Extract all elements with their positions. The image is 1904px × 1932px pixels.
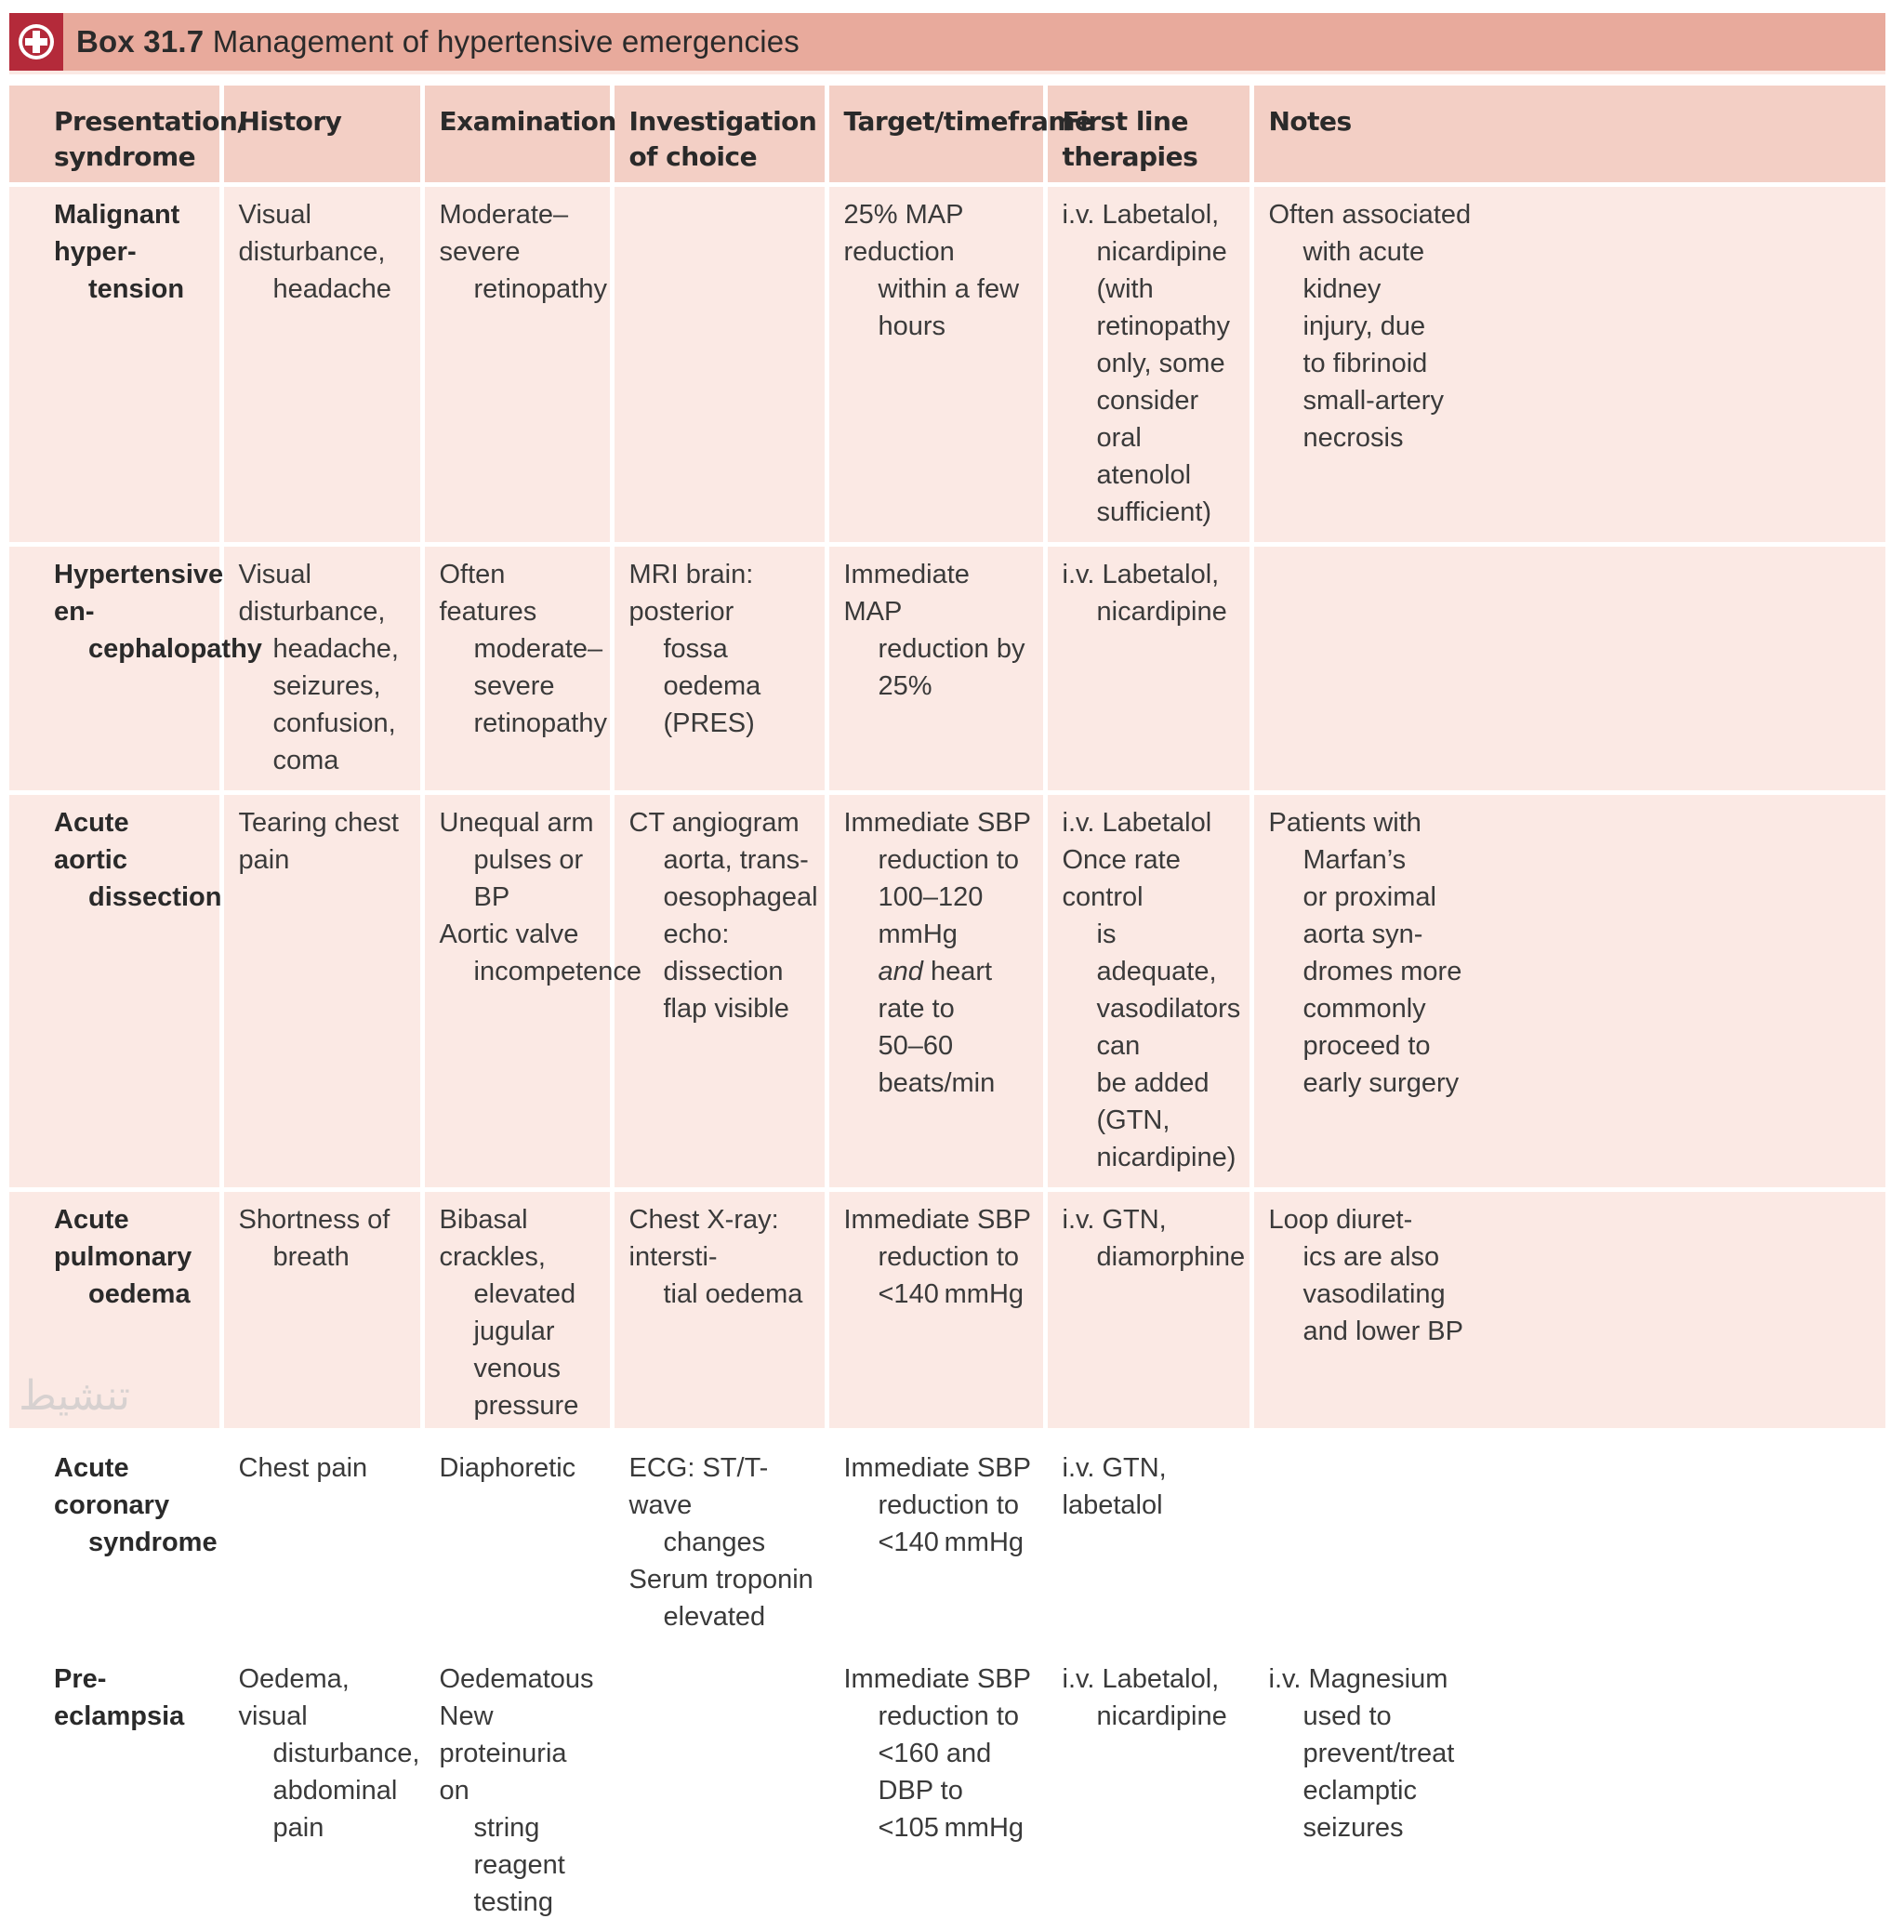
table-cell-therapies [1045, 1437, 1251, 1648]
cell-line: i.v. GTN, labetalol [1062, 1452, 1167, 1520]
table-cell-notes [1251, 1648, 1885, 1932]
cell-line: i.v. GTN, [1062, 1204, 1167, 1235]
table-cell-target [826, 1437, 1045, 1648]
cell-line: CT angiogram [628, 807, 800, 838]
cell-line: Visual disturbance, [238, 199, 386, 267]
table-cell-investigation [612, 1648, 826, 1932]
cell-line: vasodilators can [1096, 993, 1241, 1061]
cell-line: commonly [1302, 993, 1426, 1024]
cell-line: nicardipine [1096, 596, 1227, 627]
cell-line: MRI brain: posterior [628, 559, 754, 627]
cell-line: prevent/treat [1302, 1738, 1455, 1768]
table-cell-target [826, 184, 1045, 544]
table-cell-investigation [612, 792, 826, 1189]
cell-line: 50–60 beats/min [878, 1030, 996, 1098]
table-cell-therapies [1045, 1648, 1251, 1932]
cell-line: Immediate SBP [843, 1204, 1031, 1235]
cell-line: ics are also [1302, 1241, 1440, 1272]
cell-line: Often features [439, 559, 537, 627]
cell-line: reduction to [878, 844, 1020, 875]
watermark: تنشيط [19, 1372, 130, 1420]
cell-line: pulses or BP [473, 844, 584, 912]
cell-line: reduction to [878, 1700, 1020, 1731]
title-divider [9, 74, 1885, 86]
cell-line: elevated [663, 1601, 766, 1632]
cell-line: aorta syn- [1302, 919, 1423, 949]
cell-line: i.v. Labetalol, [1062, 1663, 1220, 1694]
cell-line: Aortic valve [439, 919, 579, 949]
cell-line: Acute coronary [54, 1452, 170, 1520]
table-cell-therapies [1045, 792, 1251, 1189]
cell-line: i.v. Magnesium [1268, 1663, 1448, 1694]
cell-line: vasodilating [1302, 1278, 1446, 1309]
column-header: Target/timeframe [826, 86, 1045, 184]
table-cell-presentation [9, 184, 221, 544]
cell-line: abdominal pain [272, 1775, 398, 1843]
cell-line: (with retinopathy [1096, 273, 1230, 341]
column-header: Notes [1268, 106, 1352, 137]
table-header-row [9, 86, 1885, 184]
cell-line: disturbance, [272, 1738, 420, 1768]
cell-line: kidney [1302, 273, 1382, 304]
cell-line: flap visible [663, 993, 789, 1024]
table-cell-examination [422, 184, 612, 544]
cell-line: Immediate MAP [843, 559, 970, 627]
cell-line: proceed to [1302, 1030, 1431, 1061]
cell-line: nicardipine) [1096, 1142, 1236, 1172]
cell-line: testing [473, 1886, 553, 1917]
box-title [76, 24, 800, 60]
cell-line: changes [663, 1527, 766, 1557]
cell-line: small-artery [1302, 385, 1444, 416]
cell-line: pressure [473, 1390, 579, 1421]
medical-cross-icon [9, 13, 63, 71]
cell-line: atenolol sufficient) [1096, 459, 1212, 527]
column-header-line: syndrome [54, 141, 196, 172]
cell-line: reduction to [878, 1241, 1020, 1272]
table-cell-target [826, 1189, 1045, 1437]
column-header [9, 86, 247, 184]
cell-line: i.v. Labetalol, [1062, 199, 1220, 230]
cell-line: Once rate control [1062, 844, 1181, 912]
cell-line: Chest pain [238, 1452, 368, 1483]
cell-line: Oedema, visual [238, 1663, 350, 1731]
cell-line: Loop diuret- [1268, 1204, 1413, 1235]
cell-line: <140 mmHg [878, 1278, 1025, 1309]
cell-line: 100–120 mmHg [878, 881, 989, 949]
table-cell-examination [422, 1648, 612, 1932]
table-cell-examination [422, 544, 612, 792]
cell-line: (PRES) [663, 708, 755, 738]
table-row [9, 1648, 1885, 1932]
cell-line: or proximal [1302, 881, 1436, 912]
cell-line: confusion, coma [272, 708, 396, 775]
table-cell-history [221, 184, 422, 544]
cell-line: <140 mmHg [878, 1527, 1025, 1557]
cell-line: dromes more [1302, 956, 1462, 986]
column-header-line: Presentation/ [54, 106, 247, 137]
table-cell-notes [1251, 544, 1885, 792]
cell-line: Shortness of [238, 1204, 390, 1235]
cell-line: necrosis [1302, 422, 1404, 453]
cell-line: 25% MAP reduction [843, 199, 963, 267]
table-cell-target [826, 544, 1045, 792]
cell-line: Hypertensive en- [54, 559, 224, 627]
cell-line: tension [88, 273, 185, 304]
table-row [9, 792, 1885, 1189]
cell-line: Immediate SBP [843, 1452, 1031, 1483]
cell-line: i.v. Labetalol, [1062, 559, 1220, 589]
cell-line: syndrome [88, 1527, 218, 1557]
cell-line: Serum troponin [628, 1564, 813, 1595]
hypertensive-emergencies-box [9, 13, 1885, 1917]
cell-line: tial oedema [663, 1278, 803, 1309]
table-cell-notes [1251, 1189, 1885, 1437]
cell-line: oedema [88, 1278, 191, 1309]
table-cell-notes [1251, 184, 1885, 544]
cell-line: Tearing chest pain [238, 807, 399, 875]
cell-line: nicardipine [1096, 1700, 1227, 1731]
cell-line: and lower BP [1302, 1316, 1463, 1346]
cell-line: retinopathy [473, 708, 607, 738]
table-cell-therapies [1045, 544, 1251, 792]
table-row [9, 184, 1885, 544]
table-cell-target [826, 792, 1045, 1189]
table-cell-presentation [9, 544, 262, 792]
cell-line: dissection [88, 881, 222, 912]
cell-line: <105 mmHg [878, 1812, 1025, 1843]
column-header: History [221, 86, 422, 184]
table-cell-examination [422, 1437, 612, 1648]
cell-line: retinopathy [473, 273, 607, 304]
column-header: First line therapies [1045, 86, 1251, 184]
cell-line: aorta, trans- [663, 844, 809, 875]
table-cell-presentation [9, 1437, 221, 1648]
table-cell-examination [422, 792, 642, 1189]
table-cell-presentation [9, 792, 221, 1189]
table-cell-history [221, 1189, 422, 1437]
cell-line: Unequal arm [439, 807, 594, 838]
cell-line: Moderate–severe [439, 199, 569, 267]
cell-line: reduction by 25% [878, 633, 1025, 701]
cell-line: Immediate SBP [843, 807, 1031, 838]
cell-line: Pre-eclampsia [54, 1663, 185, 1731]
table-cell-history [221, 544, 422, 792]
table-cell-presentation [9, 1648, 221, 1932]
box-title-text: Management of hypertensive emergencies [212, 24, 800, 59]
cell-line: seizures, [272, 670, 381, 701]
cell-line: fossa oedema [663, 633, 761, 701]
cell-line: Visual disturbance, [238, 559, 386, 627]
cell-line: headache [272, 273, 391, 304]
cell-line: Malignant hyper- [54, 199, 180, 267]
cell-line: headache, [272, 633, 399, 664]
cell-line: to fibrinoid [1302, 348, 1428, 378]
box-title-bar [9, 13, 1885, 71]
cell-line: elevated [473, 1278, 576, 1309]
table-cell-target [826, 1648, 1045, 1932]
table-cell-therapies [1045, 1189, 1251, 1437]
box-number: Box 31.7 [76, 24, 205, 59]
column-header: Examination [422, 86, 612, 184]
cell-line: be added (GTN, [1096, 1067, 1210, 1135]
cell-line: and heart rate to [878, 956, 993, 1024]
cell-line: severe [473, 670, 555, 701]
table-cell-history [221, 1648, 422, 1932]
cell-line: within a few hours [878, 273, 1020, 341]
cell-line: Often associated [1268, 199, 1472, 230]
table-cell-examination [422, 1189, 612, 1437]
table-cell-investigation [612, 1437, 826, 1648]
cell-line: Marfan’s [1302, 844, 1407, 875]
table-body [9, 184, 1885, 1932]
cell-line: string reagent [473, 1812, 565, 1880]
cell-line: nicardipine [1096, 236, 1227, 267]
cell-line: moderate– [473, 633, 603, 664]
cell-line: i.v. Labetalol [1062, 807, 1212, 838]
table-cell-investigation [612, 1189, 826, 1437]
cell-line: echo: dissection [663, 919, 784, 986]
cell-line: Diaphoretic [439, 1452, 576, 1483]
table-cell-investigation [612, 544, 826, 792]
cell-line: only, some [1096, 348, 1225, 378]
table-cell-notes [1251, 1437, 1885, 1648]
cell-line: incompetence [473, 956, 642, 986]
cell-line: cephalopathy [88, 633, 262, 664]
cell-line: used to [1302, 1700, 1392, 1731]
cell-line: consider oral [1096, 385, 1199, 453]
cell-line: Acute pulmonary [54, 1204, 192, 1272]
column-header: Investigation of choice [612, 86, 826, 184]
cell-line: Patients with [1268, 807, 1421, 838]
table-row [9, 1437, 1885, 1648]
cell-line: Acute aortic [54, 807, 129, 875]
cell-line: injury, due [1302, 311, 1426, 341]
emergencies-table [9, 86, 1885, 1932]
cell-line: Bibasal crackles, [439, 1204, 546, 1272]
cell-line: breath [272, 1241, 350, 1272]
cell-line: reduction to [878, 1489, 1020, 1520]
cell-line: New proteinuria on [439, 1700, 567, 1806]
cell-line: oesophageal [663, 881, 818, 912]
cell-line: diamorphine [1096, 1241, 1246, 1272]
cell-line: eclamptic [1302, 1775, 1417, 1806]
table-cell-therapies [1045, 184, 1251, 544]
table-cell-investigation [612, 184, 826, 544]
table-cell-notes [1251, 792, 1885, 1189]
table-row [9, 1189, 1885, 1437]
cell-line: Oedematous [439, 1663, 594, 1694]
cell-line: ECG: ST/T-wave [628, 1452, 769, 1520]
cell-line: is adequate, [1096, 919, 1217, 986]
cell-line: seizures [1302, 1812, 1404, 1843]
cell-line: with acute [1302, 236, 1425, 267]
cell-line: Chest X-ray: intersti- [628, 1204, 779, 1272]
table-row [9, 544, 1885, 792]
table-cell-history [221, 1437, 422, 1648]
table-cell-history [221, 792, 422, 1189]
cell-line: early surgery [1302, 1067, 1460, 1098]
cell-line: Immediate SBP [843, 1663, 1031, 1694]
cell-line: jugular venous [473, 1316, 562, 1383]
cell-line: <160 and DBP to [878, 1738, 992, 1806]
